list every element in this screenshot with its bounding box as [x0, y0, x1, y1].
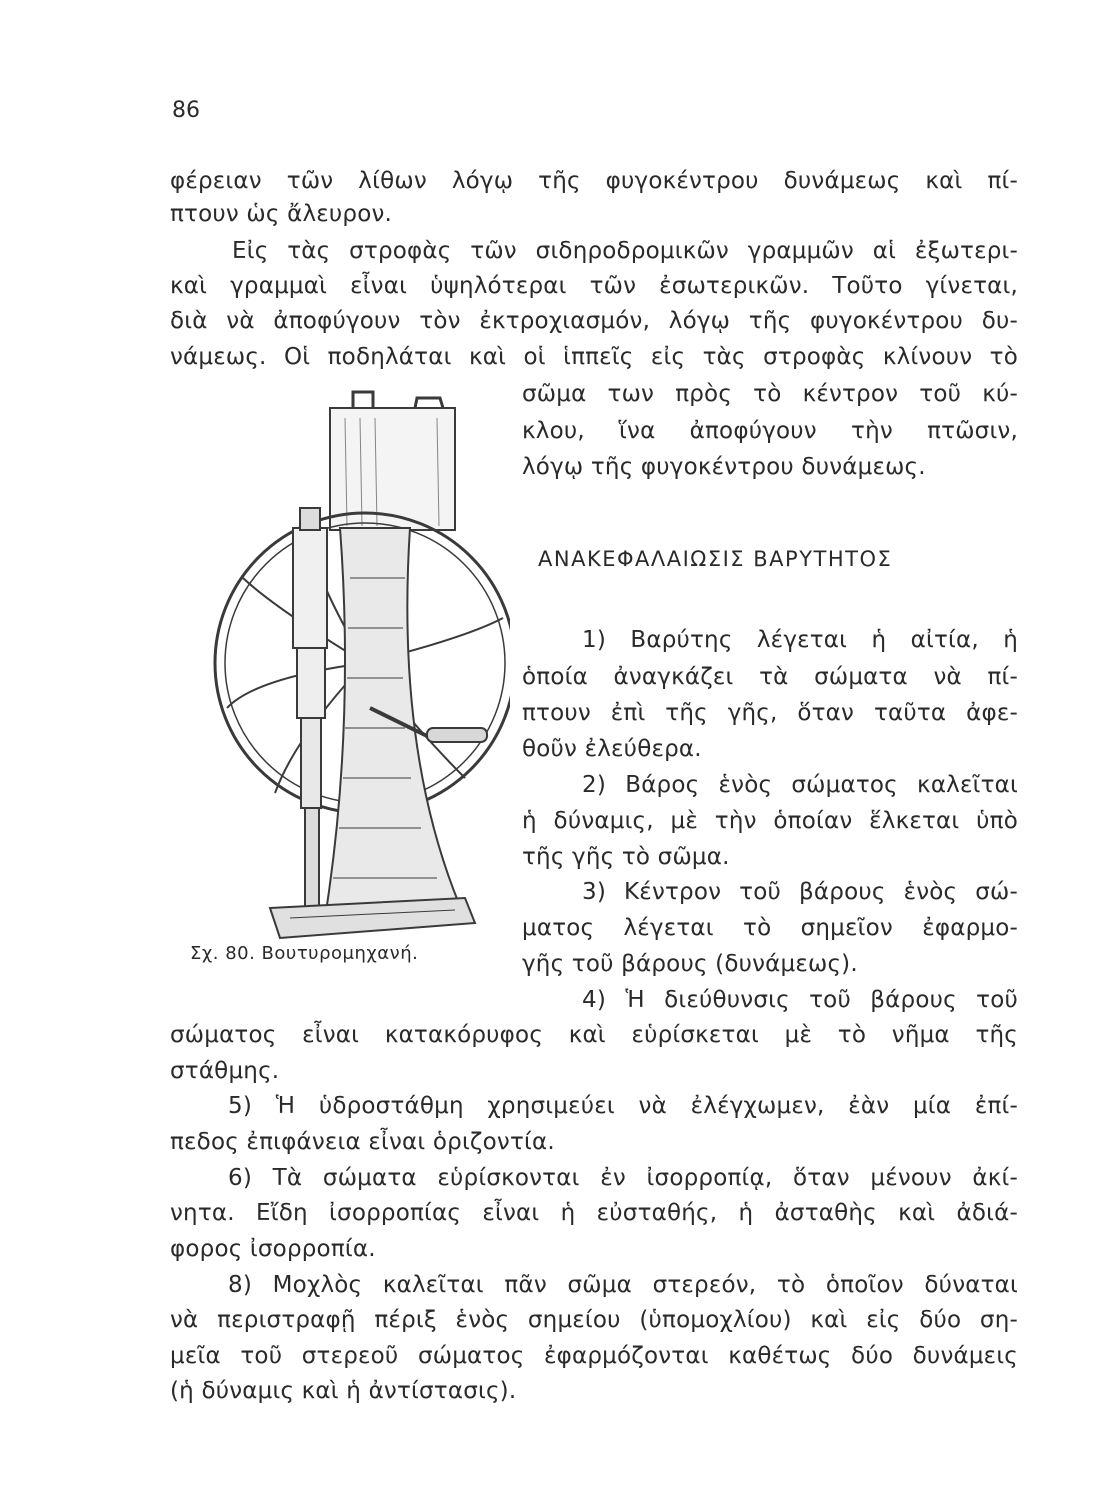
summary-line: 8) Μοχλὸς καλεῖται πᾶν σῶμα στερεόν, τὸ ὁποῖον δύναται — [228, 1272, 1018, 1298]
summary-line: γῆς τοῦ βάρους (δυνάμεως). — [522, 951, 858, 977]
summary-line: φορος ἰσορροπία. — [170, 1236, 376, 1262]
intro-line: καὶ γραμμαὶ εἶναι ὑψηλότεραι τῶν ἐσωτερικῶν. Τοῦτο γίνεται, — [170, 273, 1018, 299]
churn-shaft-upper — [293, 528, 327, 648]
summary-line: 6) Τὰ σώματα εὑρίσκονται ἐν ἰσορροπίᾳ, ὅταν μένουν ἀκί- — [228, 1165, 1018, 1191]
summary-line: (ἡ δύναμις καὶ ἡ ἀντίστασις). — [170, 1378, 517, 1404]
intro-line: πτουν ὡς ἄλευρον. — [170, 201, 393, 227]
churn-shaft-lower — [301, 718, 321, 808]
crank-handle — [427, 728, 487, 742]
summary-line: ἡ δύναμις, μὲ τὴν ὁποίαν ἕλκεται ὑπὸ — [522, 808, 1018, 834]
intro-line: σῶμα των πρὸς τὸ κέντρον τοῦ κύ- — [522, 381, 1018, 407]
container-handle-right — [415, 398, 443, 408]
churn-shaft-middle — [297, 648, 325, 718]
butter-churn-illustration — [165, 378, 510, 947]
container-handle-left — [353, 392, 373, 408]
churn-base — [270, 898, 475, 938]
churn-container — [330, 408, 455, 530]
figure-caption: Σχ. 80. Βουτυρομηχανή. — [190, 943, 419, 964]
intro-line: φέρειαν τῶν λίθων λόγῳ τῆς φυγοκέντρου δυνάμεως καὶ πί- — [170, 168, 1018, 194]
summary-line: στάθμης. — [170, 1058, 280, 1084]
summary-line: τῆς γῆς τὸ σῶμα. — [522, 844, 730, 870]
summary-line: νὰ περιστραφῇ πέριξ ἑνὸς σημείου (ὑπομοχλίου) καὶ εἰς δύο ση- — [170, 1307, 1018, 1333]
summary-line: 1) Βαρύτης λέγεται ἡ αἰτία, ἡ — [582, 627, 1018, 653]
summary-line: 2) Βάρος ἑνὸς σώματος καλεῖται — [582, 772, 1018, 798]
butter-churn-drawing — [165, 378, 510, 943]
intro-line: λόγῳ τῆς φυγοκέντρου δυνάμεως. — [522, 454, 926, 480]
summary-line: 4) Ἡ διεύθυνσις τοῦ βάρους τοῦ — [582, 987, 1018, 1013]
summary-line: μεῖα τοῦ στερεοῦ σώματος ἐφαρμόζονται καθέτως δύο δυνάμεις — [170, 1343, 1018, 1369]
summary-line: νητα. Εἴδη ἰσορροπίας εἶναι ἡ εὐσταθής, ἡ ἀσταθὴς καὶ ἀδιά- — [170, 1200, 1018, 1226]
summary-heading: ΑΝΑΚΕΦΑΛΑΙΩΣΙΣ ΒΑΡΥΤΗΤΟΣ — [538, 547, 893, 571]
summary-line: πεδος ἐπιφάνεια εἶναι ὁριζοντία. — [170, 1129, 555, 1155]
summary-line: σώματος εἶναι κατακόρυφος καὶ εὑρίσκεται μὲ τὸ νῆμα τῆς — [170, 1022, 1018, 1048]
summary-line: θοῦν ἐλεύθερα. — [522, 736, 702, 762]
summary-line: πτουν ἐπὶ τῆς γῆς, ὅταν ταῦτα ἀφε- — [522, 700, 1018, 726]
summary-line: ματος λέγεται τὸ σημεῖον ἐφαρμο- — [522, 915, 1018, 941]
intro-line: διὰ νὰ ἀποφύγουν τὸν ἐκτροχιασμόν, λόγῳ τῆς φυγοκέντρου δυ- — [170, 308, 1018, 334]
page-number: 86 — [172, 98, 200, 123]
intro-line: Εἰς τὰς στροφὰς τῶν σιδηροδρομικῶν γραμμῶν αἱ ἐξωτερι- — [232, 238, 1018, 264]
intro-line: κλου, ἵνα ἀποφύγουν τὴν πτῶσιν, — [522, 418, 1018, 444]
summary-line: 3) Κέντρον τοῦ βάρους ἑνὸς σώ- — [582, 879, 1018, 905]
intro-line: νάμεως. Οἱ ποδηλάται καὶ οἱ ἱππεῖς εἰς τὰς στροφὰς κλίνουν τὸ — [170, 344, 1018, 370]
summary-line: ὁποία ἀναγκάζει τὰ σώματα νὰ πί- — [522, 664, 1018, 690]
churn-stand — [325, 528, 465, 918]
summary-line: 5) Ἡ ὑδροστάθμη χρησιμεύει νὰ ἐλέγχωμεν, ἐὰν μία ἐπί- — [228, 1093, 1018, 1119]
